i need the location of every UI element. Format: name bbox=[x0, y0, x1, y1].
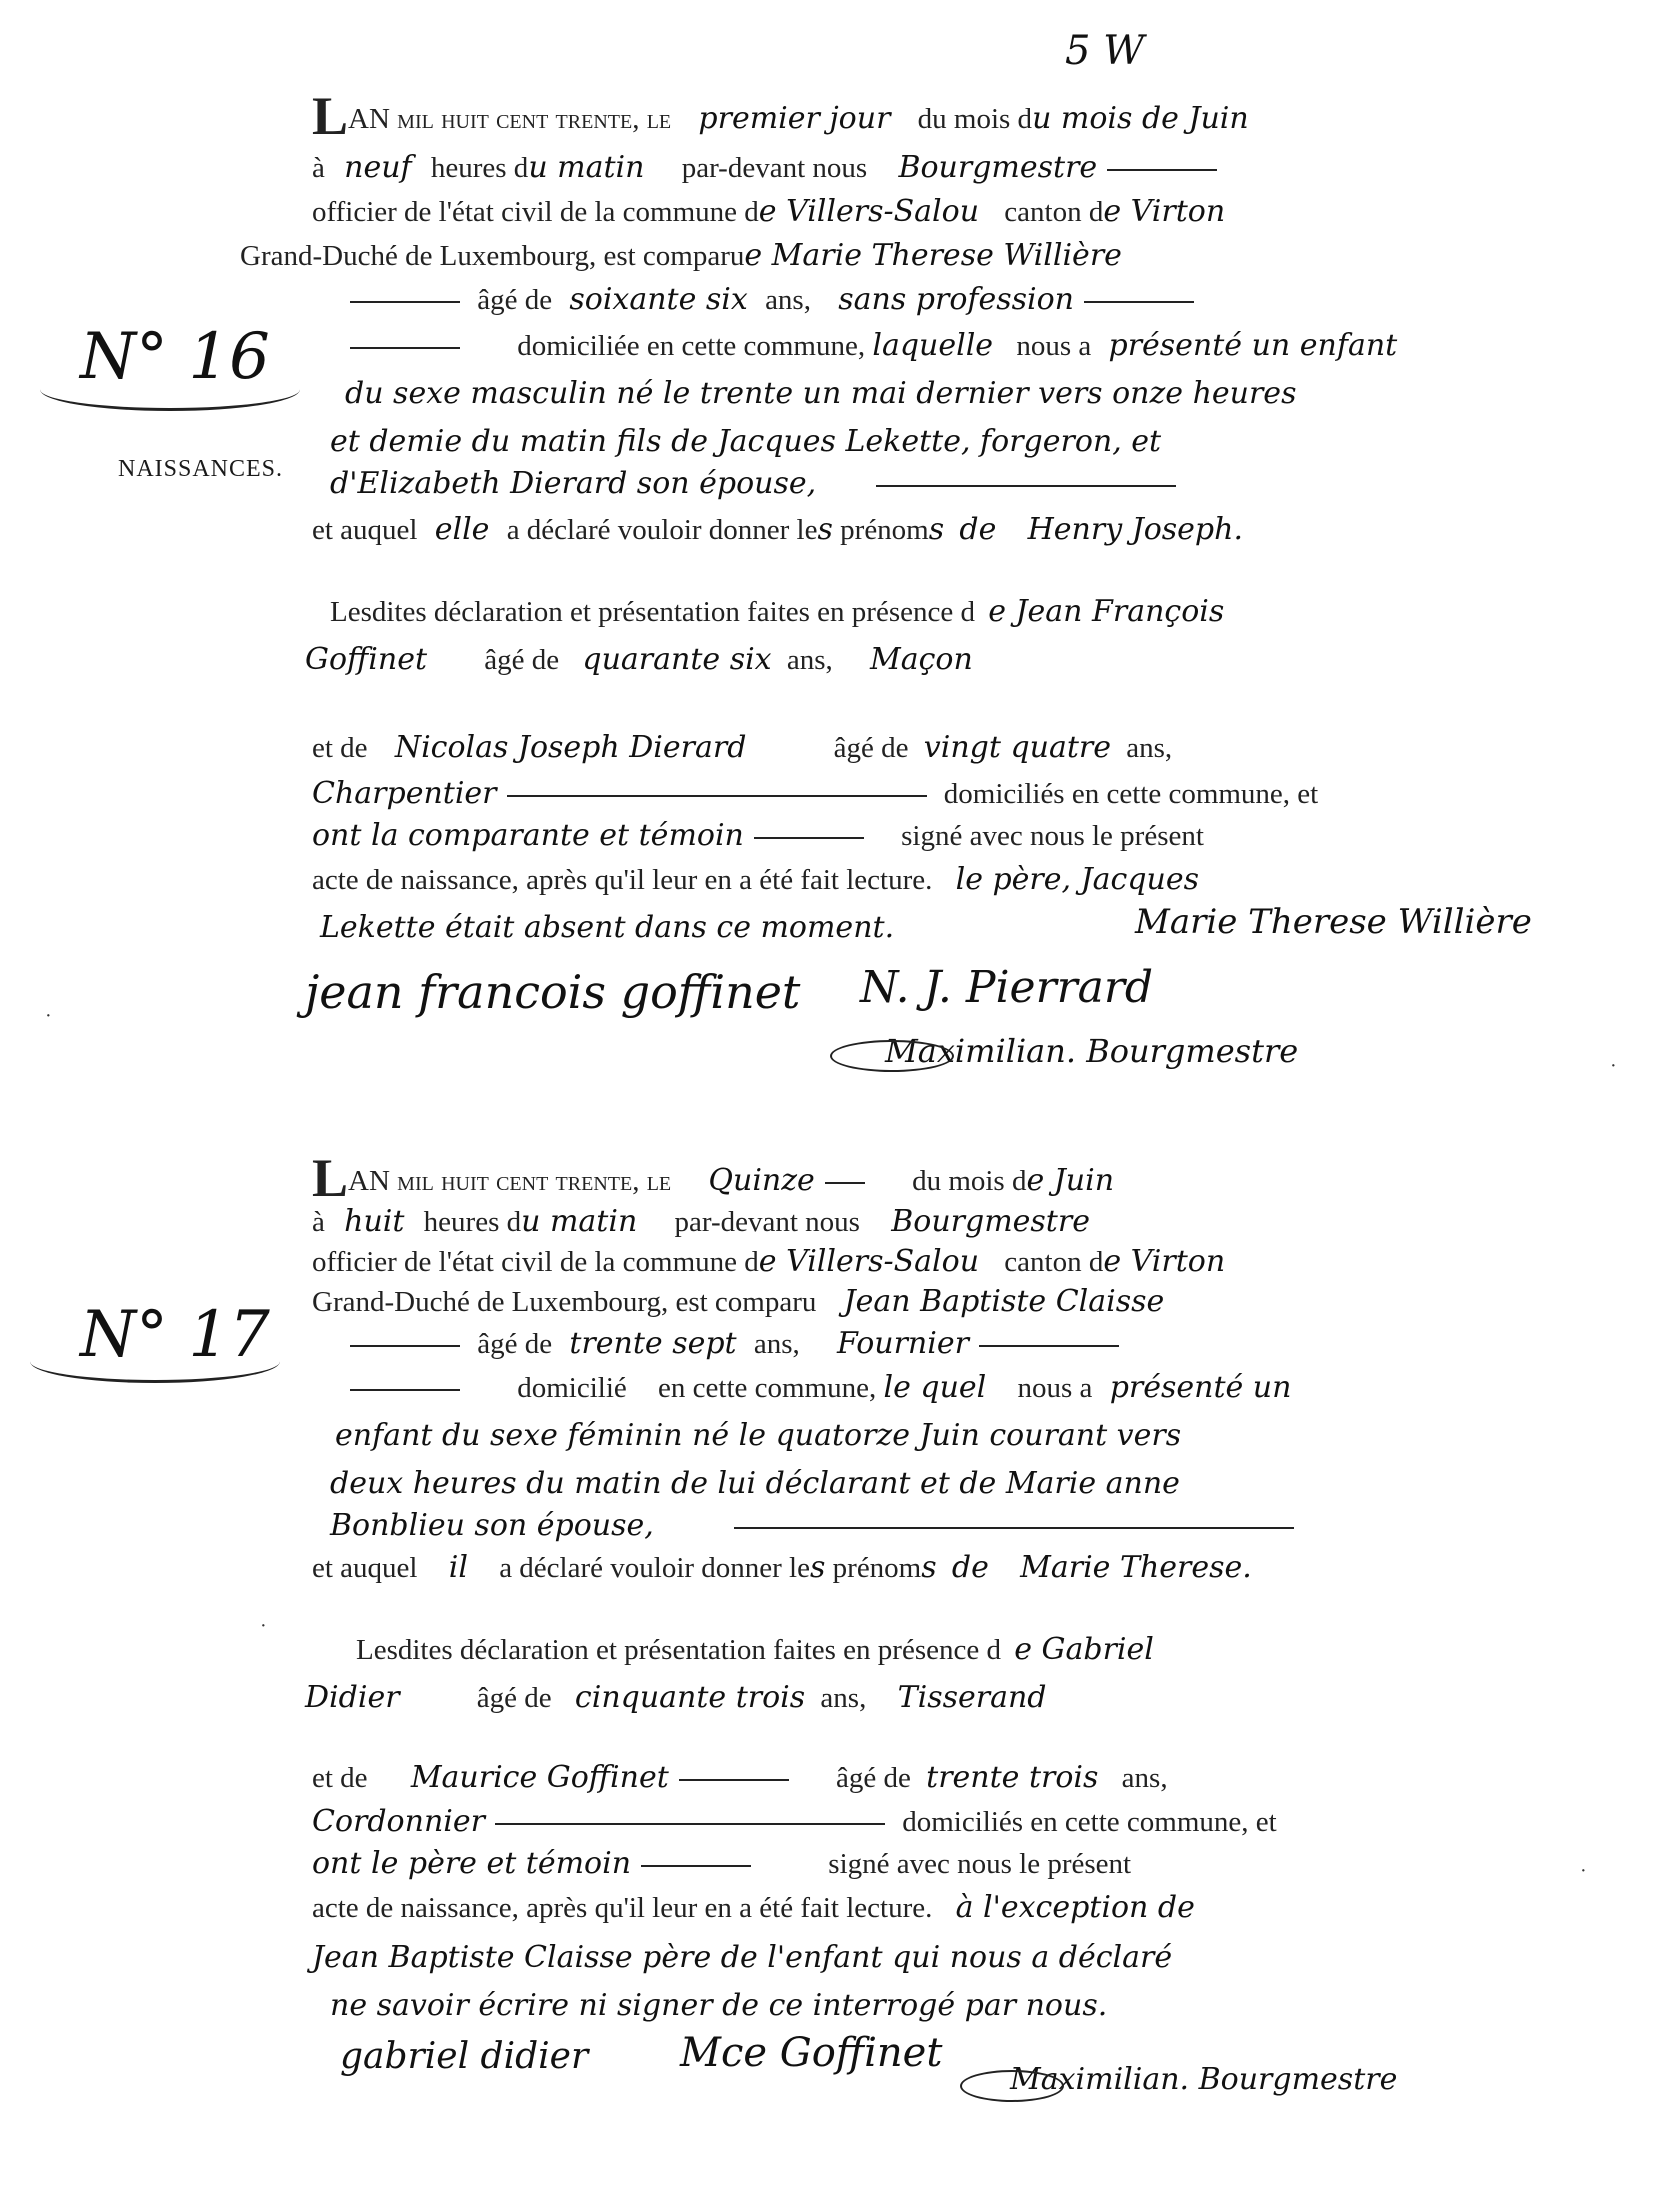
entry1-line2: à neuf heures du matin par-devant nous Bourgmestre bbox=[312, 150, 1227, 186]
entry2-line2: à huit heures du matin par-devant nous Bourgmestre bbox=[312, 1204, 1090, 1239]
number-underline bbox=[40, 368, 300, 411]
entry1-line1: LAN mil huit cent trente, le premier jour du mois du mois de Juin bbox=[312, 86, 1249, 146]
entry2-line17: Jean Baptiste Claisse père de l'enfant qui nous a déclaré bbox=[312, 1940, 1173, 1975]
signature-marie-therese-williere: Marie Therese Willière bbox=[1135, 902, 1532, 942]
entry2-line4: Grand-Duché de Luxembourg, est comparu Jean Baptiste Claisse bbox=[312, 1284, 1165, 1319]
entry1-line4: Grand-Duché de Luxembourg, est comparue Marie Therese Willière bbox=[240, 238, 1122, 273]
entry2-line1: LAN mil huit cent trente, le Quinze du mois de Juin bbox=[312, 1148, 1115, 1208]
entry1-line13: et de Nicolas Joseph Dierard âgé de vingt quatre ans, bbox=[312, 730, 1173, 765]
signature-mayor-entry1: Maximilian. Bourgmestre bbox=[885, 1032, 1299, 1070]
mayor-flourish bbox=[830, 1040, 954, 1072]
entry2-line5: âgé de trente sept ans, Fournier bbox=[340, 1326, 1129, 1362]
births-margin-label: NAISSANCES. bbox=[118, 456, 284, 482]
signature-gabriel-didier: gabriel didier bbox=[340, 2036, 589, 2077]
entry1-line8: et demie du matin fils de Jacques Lekette, forgeron, et bbox=[330, 424, 1162, 459]
signature-maurice-goffinet: Mce Goffinet bbox=[680, 2030, 943, 2076]
entry1-line6: domiciliée en cette commune, laquelle nous a présenté un enfant bbox=[340, 328, 1397, 364]
entry1-line17: Lekette était absent dans ce moment. bbox=[320, 910, 895, 945]
entry1-line12: Goffinet âgé de quarante six ans, Maçon bbox=[305, 642, 973, 677]
margin-speck: · bbox=[45, 1005, 52, 1027]
drop-cap-l: L bbox=[312, 1148, 349, 1208]
entry-number-17: N° 17 bbox=[80, 1298, 270, 1372]
page-mark: 5 W bbox=[1065, 28, 1145, 74]
signature-jean-francois-goffinet: jean francois goffinet bbox=[305, 965, 801, 1019]
entry2-line13: et de Maurice Goffinet âgé de trente trois ans, bbox=[312, 1760, 1168, 1795]
entry2-line9: Bonblieu son épouse, bbox=[330, 1508, 1304, 1544]
entry2-line10: et auquel il a déclaré vouloir donner les prénoms de Marie Therese. bbox=[312, 1550, 1252, 1585]
entry2-line18: ne savoir écrire ni signer de ce interrogé par nous. bbox=[330, 1988, 1108, 2023]
entry2-line3: officier de l'état civil de la commune de Villers-Salou canton de Virton bbox=[312, 1244, 1226, 1279]
margin-speck: · bbox=[260, 1615, 267, 1637]
entry2-line12: Didier âgé de cinquante trois ans, Tisserand bbox=[305, 1680, 1047, 1715]
entry1-line10: et auquel elle a déclaré vouloir donner les prénoms de Henry Joseph. bbox=[312, 512, 1243, 547]
entry2-line11: Lesdites déclaration et présentation faites en présence d e Gabriel bbox=[356, 1632, 1154, 1667]
entry2-line8: deux heures du matin de lui déclarant et de Marie anne bbox=[330, 1466, 1180, 1501]
entry1-line7: du sexe masculin né le trente un mai dernier vers onze heures bbox=[345, 376, 1297, 411]
entry1-line11: Lesdites déclaration et présentation faites en présence d e Jean François bbox=[330, 594, 1225, 629]
entry2-line6: domicilié en cette commune, le quel nous a présenté un bbox=[340, 1370, 1291, 1406]
entry1-line3: officier de l'état civil de la commune de Villers-Salou canton de Virton bbox=[312, 194, 1226, 229]
margin-speck: · bbox=[1610, 1055, 1617, 1077]
entry1-line16: acte de naissance, après qu'il leur en a été fait lecture. le père, Jacques bbox=[312, 862, 1199, 897]
margin-speck: · bbox=[1580, 1860, 1587, 1882]
signature-nj-pierrard: N. J. Pierrard bbox=[860, 962, 1154, 1013]
entry1-line9: d'Elizabeth Dierard son épouse, bbox=[330, 466, 1186, 502]
entry1-line14: Charpentier domiciliés en cette commune, et bbox=[312, 776, 1319, 811]
entry1-line5: âgé de soixante six ans, sans profession bbox=[340, 282, 1204, 318]
entry-number-16: N° 16 bbox=[80, 320, 270, 394]
entry2-line7: enfant du sexe féminin né le quatorze Juin courant vers bbox=[335, 1418, 1182, 1453]
entry2-line15: ont le père et témoin signé avec nous le présent bbox=[312, 1846, 1132, 1881]
drop-cap-l: L bbox=[312, 86, 349, 146]
entry2-line14: Cordonnier domiciliés en cette commune, et bbox=[312, 1804, 1277, 1839]
entry1-line15: ont la comparante et témoin signé avec nous le présent bbox=[312, 818, 1204, 853]
signature-mayor-entry2: Maximilian. Bourgmestre bbox=[1010, 2062, 1398, 2097]
number-underline bbox=[30, 1340, 280, 1383]
mayor-flourish bbox=[960, 2070, 1064, 2102]
entry2-line16: acte de naissance, après qu'il leur en a été fait lecture. à l'exception de bbox=[312, 1890, 1195, 1925]
